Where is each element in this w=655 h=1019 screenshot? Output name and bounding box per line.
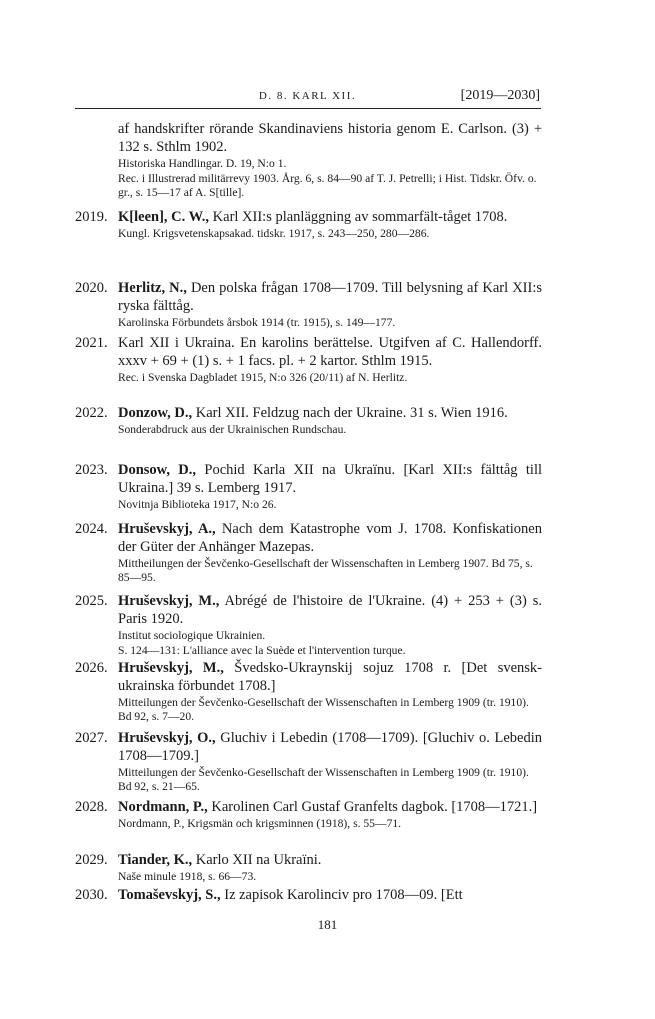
bib-entry <box>75 404 542 437</box>
entry-number: 2030. <box>75 887 108 903</box>
entry-author: Hruševskyj, M., <box>118 660 224 676</box>
entry-note: S. 124—131: L'alliance avec la Suède et l'intervention turque. <box>118 644 406 657</box>
entry-number: 2029. <box>75 852 108 868</box>
entry-author: Tomaševskyj, S., <box>118 887 221 903</box>
entry-text: Tiander, K., Karlo XII na Ukraïni. <box>118 852 322 868</box>
entry-text: Donzow, D., Karl XII. Feldzug nach der Ukraine. 31 s. Wien 1916. <box>118 405 508 421</box>
entry-number: 2024. <box>75 521 108 537</box>
entry-note: Rec. i Illustrerad militärrevy 1903. Årg. 6, s. 84—90 af T. J. Petrelli; i Hist. Tidskr. Öfv. o. gr., s. 15—17 af A. S[tille]. <box>118 172 537 199</box>
entry-number: 2028. <box>75 799 108 815</box>
entry-note: Naše minule 1918, s. 66—73. <box>118 870 257 883</box>
entry-text: Donsow, D., Pochid Karla XII na Ukraïnu. [Karl XII:s fälttåg till Ukraina.] 39 s. Lemberg 1917. <box>118 462 543 496</box>
running-title: D. 8. KARL XII. <box>258 90 357 102</box>
entry-text: Karl XII i Ukraina. En karolins berättelse. Utgifven af C. Hallendorff. xxxv + 69 + (1) s. + 1 facs. pl. + 2 kartor. Sthlm 1915. <box>118 335 542 369</box>
entry-number: 2027. <box>75 730 108 746</box>
entry-number: 2021. <box>75 335 108 351</box>
entry-author: Donsow, D., <box>118 462 197 478</box>
entry-text: Herlitz, N., Den polska frågan 1708—1709. Till belysning af Karl XII:s ryska fälttåg. <box>118 280 542 314</box>
entry-text: Hruševskyj, A., Nach dem Katastrophe vom J. 1708. Konfiskationen der Güter der Anhänger Mazepas. <box>118 521 542 555</box>
entry-number: 2020. <box>75 280 108 296</box>
entry-note: Mitteilungen der Ševčenko-Gesellschaft der Wissenschaften in Lemberg 1909 (tr. 1910). Bd 92, s. 21—65. <box>118 766 529 793</box>
bib-entry <box>75 659 542 724</box>
entry-note: Mittheilungen der Ševčenko-Gesellschaft der Wissenschaften in Lemberg 1907. Bd 75, s. 85—95. <box>118 557 533 584</box>
entry-author: Donzow, D., <box>118 405 193 421</box>
continued-entry <box>118 120 542 200</box>
entry-text: Nordmann, P., Karolinen Carl Gustaf Granfelts dagbok. [1708—1721.] <box>118 799 538 815</box>
entry-text: Tomaševskyj, S., Iz zapisok Karolinciv pro 1708—09. [Ett <box>118 887 463 903</box>
bib-entry <box>75 520 542 585</box>
entry-author: Hruševskyj, A., <box>118 521 216 537</box>
entry-note: Rec. i Svenska Dagbladet 1915, N:o 326 (20/11) af N. Herlitz. <box>118 371 408 384</box>
entry-number: 2025. <box>75 593 108 609</box>
entry-text: Hruševskyj, M., Švedsko-Ukraynskij sojuz 1708 r. [Det svensk-ukrainska förbundet 1708.] <box>118 660 542 694</box>
entry-number: 2022. <box>75 405 108 421</box>
entry-note: Karolinska Förbundets årsbok 1914 (tr. 1915), s. 149—177. <box>118 316 396 329</box>
entry-note: Sonderabdruck aus der Ukrainischen Rundschau. <box>118 423 347 436</box>
bib-entry <box>75 798 542 831</box>
entry-note: Institut sociologique Ukrainien. <box>118 629 266 642</box>
entry-number: 2026. <box>75 660 108 676</box>
entry-note: Historiska Handlingar. D. 19, N:o 1. <box>118 157 287 170</box>
bib-entry <box>75 886 542 904</box>
bib-entry <box>75 279 542 330</box>
entry-note: Novitnja Biblioteka 1917, N:o 26. <box>118 498 277 511</box>
entry-text: af handskrifter rörande Skandinaviens historia genom E. Carlson. (3) + 132 s. Sthlm 1902. <box>118 121 542 155</box>
entry-author: K[leen], C. W., <box>118 209 210 225</box>
header-rule <box>75 108 541 109</box>
entry-text: K[leen], C. W., Karl XII:s planläggning av sommarfält-tåget 1708. <box>118 209 508 225</box>
entry-range: [2019—2030] <box>460 88 540 103</box>
entry-note: Kungl. Krigsvetenskapsakad. tidskr. 1917, s. 243—250, 280—286. <box>118 227 430 240</box>
entry-author: Herlitz, N., <box>118 280 187 296</box>
page-number: 181 <box>317 917 338 932</box>
bib-entry <box>75 729 542 794</box>
bib-entry <box>75 334 542 385</box>
entry-number: 2023. <box>75 462 108 478</box>
entry-number: 2019. <box>75 209 108 225</box>
bib-entry <box>75 851 542 884</box>
entry-note: Mitteilungen der Ševčenko-Gesellschaft der Wissenschaften in Lemberg 1909 (tr. 1910). Bd 92, s. 7—20. <box>118 696 529 723</box>
entry-author: Tiander, K., <box>118 852 193 868</box>
entry-text: Hruševskyj, O., Gluchiv i Lebedin (1708—1709). [Gluchiv o. Lebedin 1708—1709.] <box>118 730 542 764</box>
bib-entry <box>75 208 542 241</box>
entry-author: Nordmann, P., <box>118 799 208 815</box>
entry-note: Nordmann, P., Krigsmän och krigsminnen (1918), s. 55—71. <box>118 817 402 830</box>
entry-text: Hruševskyj, M., Abrégé de l'histoire de l'Ukraine. (4) + 253 + (3) s. Paris 1920. <box>118 593 542 627</box>
bib-entry <box>75 461 542 512</box>
bib-entry <box>75 592 542 658</box>
page-header <box>75 88 540 106</box>
entry-author: Hruševskyj, M., <box>118 593 220 609</box>
entry-author: Hruševskyj, O., <box>118 730 216 746</box>
